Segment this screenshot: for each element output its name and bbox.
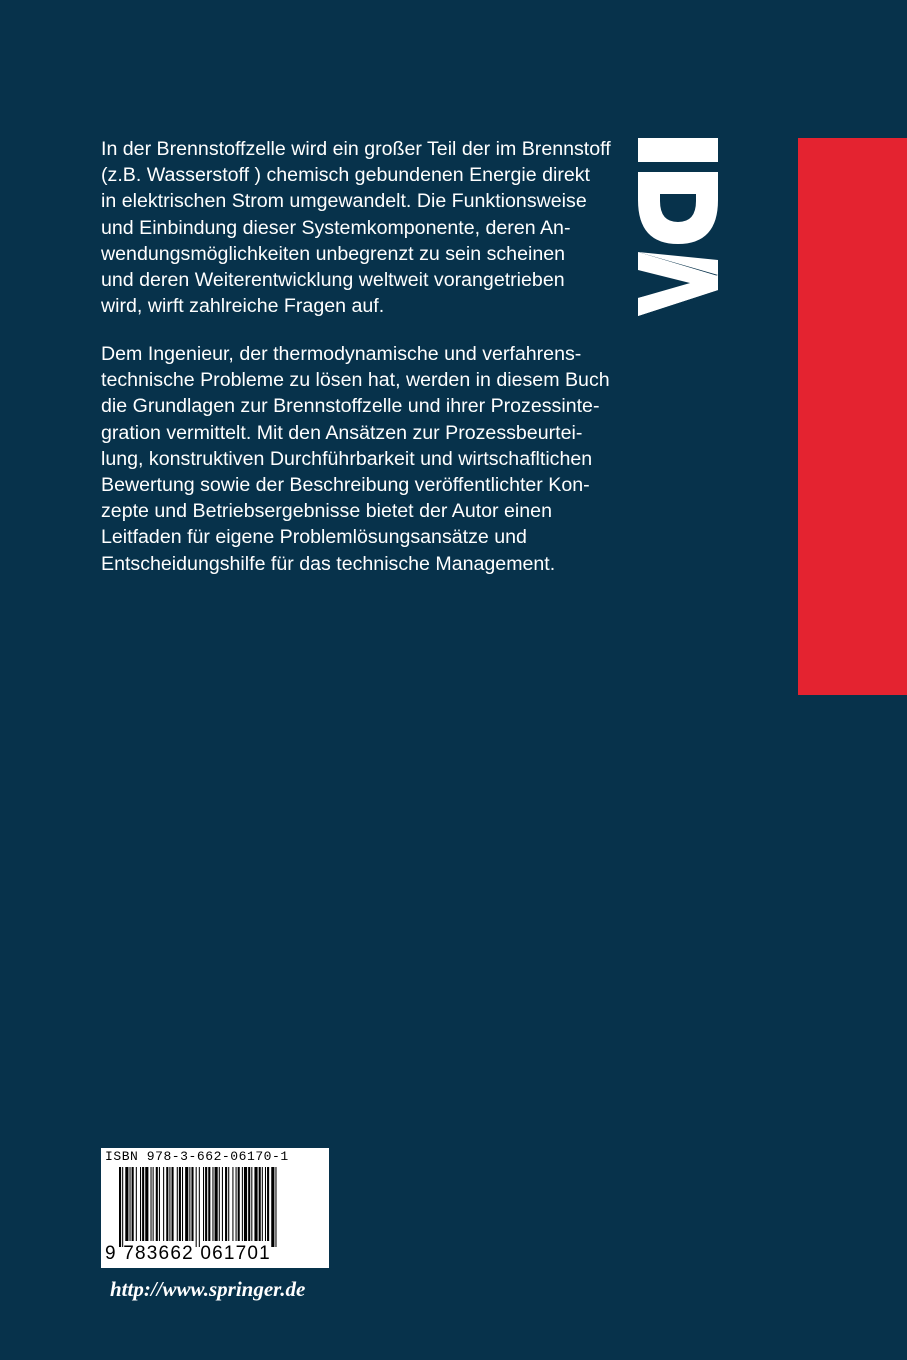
barcode-bar [212,1167,213,1241]
barcode-bar [122,1167,123,1247]
barcode-bar [262,1167,263,1241]
blurb-line: gration vermittelt. Mit den Ansätzen zur Prozessbeurtei- [101,421,583,444]
blurb-line: In der Brennstoffzelle wird ein großer Teil der im Brennstoff [101,138,611,160]
isbn-barcode [101,1148,329,1268]
barcode-bar [163,1167,164,1241]
barcode-bar [242,1167,243,1241]
barcode-bar [228,1167,229,1241]
barcode-bar [156,1167,158,1241]
barcode-bar [177,1167,178,1241]
barcode-bar [196,1167,197,1247]
blurb-line: in elektrischen Strom umgewandelt. Die Funktionsweise [101,190,587,213]
blurb-line: lung, konstruktiven Durchführbarkeit und wirtschafltichen [101,447,593,470]
barcode-bar [215,1167,218,1241]
barcode-bar [208,1167,210,1241]
isbn-label: ISBN 978-3-662-06170-1 [105,1149,289,1164]
barcode-bar [132,1167,134,1241]
barcode-bar [219,1167,220,1241]
barcode-bar [142,1167,144,1241]
barcode-bar [236,1167,237,1241]
barcode-bar [151,1167,152,1241]
barcode-bar [238,1167,240,1241]
barcode-bar [232,1167,233,1241]
blurb-line: (z.B. Wasserstoff ) chemisch gebundenen Energie direkt [101,164,590,187]
barcode-bar [191,1167,193,1241]
barcode-bar [179,1167,181,1241]
vdi-logo-letter-i [638,138,718,162]
barcode-bar [199,1167,200,1247]
barcode-bar [140,1167,141,1241]
barcode-bar [248,1167,250,1241]
ean-digits: 9 783662 061701 [105,1243,271,1264]
barcode-bar [267,1167,269,1241]
barcode-bar [136,1167,137,1241]
barcode-bar [205,1167,207,1241]
blurb-line: Leitfaden für eigene Problemlösungsansätze und [101,526,527,549]
blurb-line: Entscheidungshilfe für das technische Management. [101,552,556,575]
blurb-line: und deren Weiterentwicklung weltweit vorangetrieben [101,269,565,292]
barcode-bar [185,1167,188,1241]
blurb-line: wendungsmöglichkeiten unbegrenzt zu sein scheinen [101,242,566,265]
blurb-line: technische Probleme zu lösen hat, werden in diesem Buch [101,369,610,392]
barcode-bar [251,1167,252,1241]
blurb-line: und Einbindung dieser Systemkomponente, deren An- [101,216,571,239]
red-accent-band [798,138,907,695]
blurb-line: wird, wirft zahlreiche Fragen auf. [101,295,385,318]
publisher-url[interactable]: http://www.springer.de [110,1277,306,1301]
barcode-bar [153,1167,154,1241]
vdi-logo-letter-d [638,172,718,244]
blurb-line: Bewertung sowie der Beschreibung veröffentlichter Kon- [101,474,590,497]
barcode-bar [130,1167,131,1241]
barcode-bar [172,1167,174,1241]
barcode-bar [189,1167,190,1241]
barcode-bar [254,1167,257,1241]
barcode-bar [119,1167,121,1247]
barcode-bar [203,1167,204,1241]
barcode-bars [119,1167,315,1247]
blurb-paragraph-2 [101,341,610,577]
barcode-bar [166,1167,168,1241]
vdi-logo [638,138,718,316]
barcode-bar [222,1167,223,1241]
blurb-line: Dem Ingenieur, der thermodynamische und verfahrens- [101,343,582,365]
blurb-line: zepte und Betriebsergebnisse bietet der Autor einen [101,500,552,523]
barcode-bar [271,1167,274,1247]
barcode-bar [169,1167,170,1241]
barcode-bar [182,1167,183,1241]
barcode-bar [159,1167,160,1241]
barcode-bar [225,1167,227,1241]
barcode-bar [145,1167,148,1241]
blurb-line: die Grundlagen zur Brennstoffzelle und ihrer Prozessinte- [101,395,600,418]
barcode-bar [275,1167,276,1247]
blurb-paragraph-1 [101,136,611,319]
barcode-bar [265,1167,266,1241]
barcode-bar [125,1167,128,1241]
barcode-bar [244,1167,247,1241]
barcode-bar [259,1167,261,1241]
